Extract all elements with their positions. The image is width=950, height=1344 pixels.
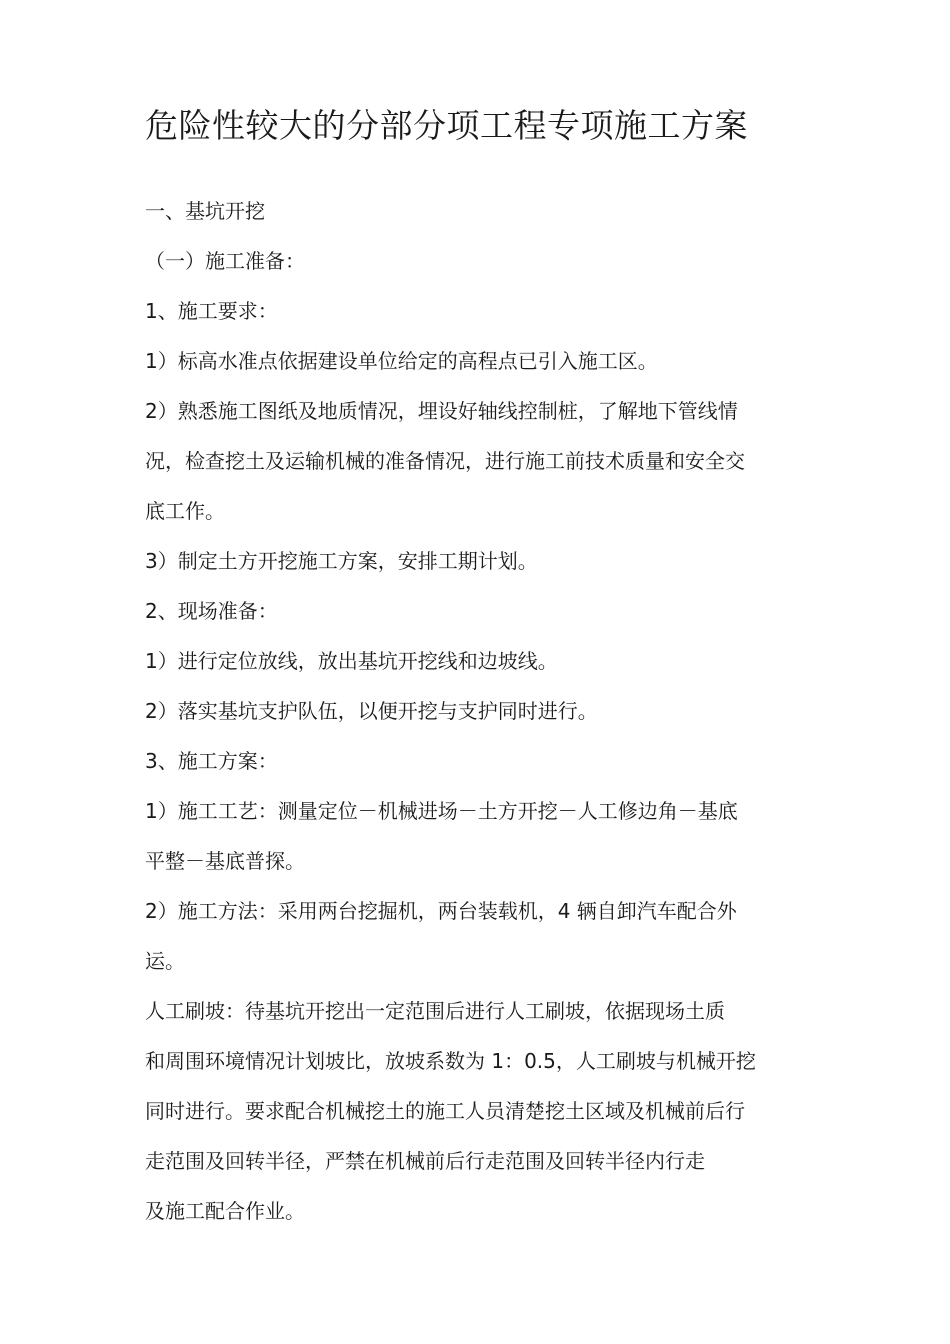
- item-heading: 1、施工要求：: [145, 299, 278, 323]
- document-body: [0, 186, 950, 1236]
- subsection-heading: （一）施工准备：: [145, 249, 305, 273]
- paragraph-line: 2）落实基坑支护队伍，以便开挖与支护同时进行。: [145, 699, 598, 723]
- paragraph-line: 2）施工方法：采用两台挖掘机，两台装载机，4 辆自卸汽车配合外: [145, 899, 737, 923]
- paragraph-line: 况，检查挖土及运输机械的准备情况，进行施工前技术质量和安全交: [145, 449, 745, 473]
- paragraph-line: 1）标高水准点依据建设单位给定的高程点已引入施工区。: [145, 349, 658, 373]
- paragraph-line: 及施工配合作业。: [145, 1199, 305, 1223]
- item-heading: 2、现场准备：: [145, 599, 278, 623]
- paragraph-line: 走范围及回转半径，严禁在机械前后行走范围及回转半径内行走: [145, 1149, 705, 1173]
- paragraph-line: 和周围环境情况计划坡比，放坡系数为 1：0.5，人工刷坡与机械开挖: [145, 1049, 756, 1073]
- item-heading: 3、施工方案：: [145, 749, 278, 773]
- document-title: 危险性较大的分部分项工程专项施工方案: [145, 106, 748, 145]
- section-heading: 一、基坑开挖: [145, 199, 265, 223]
- paragraph-line: 2）熟悉施工图纸及地质情况，埋设好轴线控制桩，了解地下管线情: [145, 399, 738, 423]
- paragraph-line: 同时进行。要求配合机械挖土的施工人员清楚挖土区域及机械前后行: [145, 1099, 745, 1123]
- paragraph-line: 1）进行定位放线，放出基坑开挖线和边坡线。: [145, 649, 558, 673]
- paragraph-line: 人工刷坡：待基坑开挖出一定范围后进行人工刷坡，依据现场土质: [145, 999, 725, 1023]
- paragraph-line: 平整－基底普探。: [145, 849, 305, 873]
- paragraph-line: 1）施工工艺：测量定位－机械进场－土方开挖－人工修边角－基底: [145, 799, 738, 823]
- paragraph-line: 运。: [145, 949, 185, 973]
- paragraph-line: 底工作。: [145, 499, 225, 523]
- paragraph-line: 3）制定土方开挖施工方案，安排工期计划。: [145, 549, 538, 573]
